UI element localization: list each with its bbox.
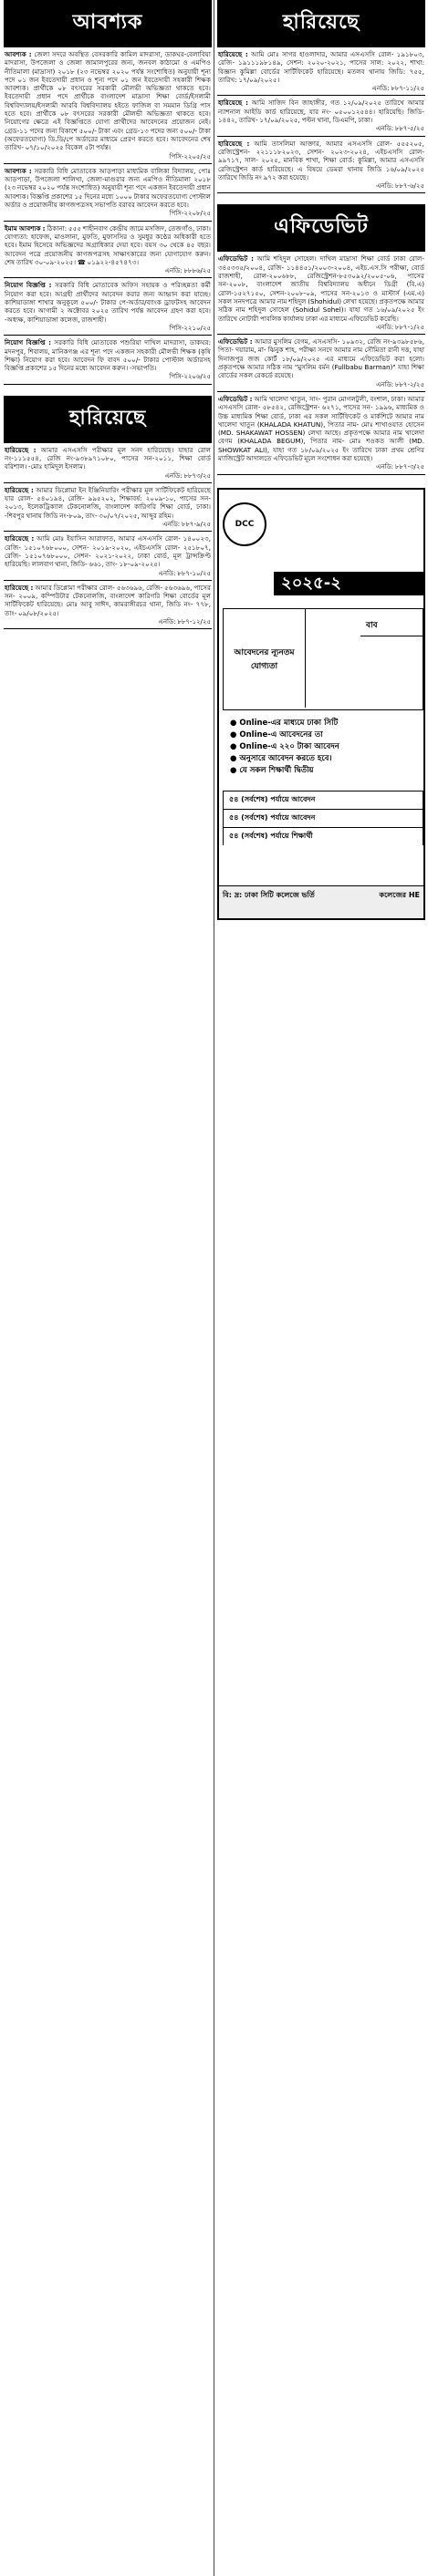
notice-phase-row: ৫৪ (সর্বশেষ) পর্যায়ে আবেদন (223, 809, 423, 827)
classified-ad (217, 96, 425, 136)
ad-text: সরকারি বিধি মোতাবেক পশুরিয়া দাখিল মাদরাসা, ডাকঘর: মদনপুর, শিবালয়, মানিকগঞ্জ এর শূন্য পদে একজন সহকারী মৌলভী শিক্ষক (কৃষি শিক্ষা) নিয়োগ করা হবে। আবেদন ফি বাবদ ৫০০/- টাকার পোস্টাল অর্ডারসহ বিজ্ঞপ্তি প্রকাশের ১৫ দিনের মধ্যে আবেদন করুন। -সভাপতি। (5, 338, 212, 373)
ad-paragraph (5, 338, 211, 372)
ad-heading: হারিয়েছে : (5, 583, 34, 592)
ad-code: এনডি: ৮৮৭-৩/২৫ (376, 463, 424, 471)
notice-bullet: ● Online-এ ২২০ টাকা আবেদন (230, 741, 423, 753)
ad-heading: আবশ্যক : (5, 166, 32, 175)
classified-ad (4, 222, 212, 279)
ad-code: পিসি-২২০৫/২৫ (169, 152, 211, 160)
ad-text: আমি শহিদুল সোহেল। দাখিল মাদ্রাসা শিক্ষা বোর্ড ঢাকা রোল- ৩৪৫৩৩৫/২০০৪, রেজি- ১১৪৪৫১/২০০৩-২০০৪, এইচ.এস.সি পরীক্ষা, বোর্ড রাজশাহী, রোল-২০০৬৮৮, রেজিস্ট্রেশন-৮৫৩০৯২/২০০৫-০৬, পাসের সন-২০০৮, বাংলাদেশ জাতীয় বিশ্ববিদ্যালয় অধীনে ডিগ্রী (বি.এ) রোল-১৫২৭১৫০, সেশন-২০০৮-০৯, পাসের সন-২০১৩ ও মাস্টার্স (এম.এ) সকল সনদপত্রে আমার নাম শহিদুল (Shohidul) লেখা হয়েছে। প্রকৃতপক্ষে আমার সঠিক নাম শহিদুল সোহেল (Sohidul Sohel)। যাহা গত ১৬/০৯/২০২৫ ইং তারিখে নোটারী পাবলিক কার্যালয় ঢাকা এর মাধ্যমে এফিডেভিট করেছি। (218, 254, 424, 323)
ad-text: সরকারি বিধি মোতাবেক আড়পাড়া মাধ্যমিক বালিকা বিদ্যালয়, পোঃ আড়পাড়া, উপজেলা শালিখা, জেলা-মাগুরার জন্য এমপিও নীতিমালা ২০১৮ (২৩ নভেম্বর ২০২০ পর্যন্ত সংশোধিত) অনুযায়ী শূন্য পদে একজন ইবতেদায়ী প্রধান আবশ্যক। বিজ্ঞপ্তি প্রকাশের ১৫ দিনের মধ্যে ১০০০ টাকার অফেরতযোগ্য পোস্টাল অর্ডার ও প্রয়োজনীয় কাগজপত্রসহ সভাপতি বরাবর আবেদন করতে হবে। (5, 166, 211, 210)
ad-text: ঠিকানা: ৫৫৫ শাহীনবাগ কেন্দ্রীয় জামে মসজিদ, তেজগাঁও, ঢাকা। যোগ্যতা: হাফেজ, মাওলানা, মুফতি, মুফাসসির ও সুমধুর কণ্ঠের অধিকারী হতে হবে। ইমাম হিসেবে অভিজ্ঞদের অগ্রাধিকার দেয়া হবে। বয়স ৩০ থেকে ৪৫ বছর। আবেদন পত্রে প্রয়োজনীয় কাগজপত্রসহ সাক্ষাৎকারের জন্য যোগাযোগ করুন। শেষ তারিখ ৩০-০৯-২০২৫। ☎ ০১৯২২-৪৫৭৪৭৩। (5, 223, 211, 266)
classified-ad (217, 47, 425, 96)
classified-ad (4, 164, 212, 222)
ad-heading: হারিয়েছে : (218, 50, 248, 58)
ad-paragraph (218, 337, 424, 379)
ad-code: এনডি: ৮৮৭-৫/২৫ (376, 125, 424, 133)
classified-ad (217, 252, 425, 335)
ad-code: পিসি-২২১০/২৫ (169, 324, 211, 332)
lost-ads (217, 47, 425, 193)
eligibility-header: আবেদনের ন্যূনতম যোগ্যতা (224, 609, 306, 708)
ad-heading: হারিয়েছে : (218, 139, 250, 148)
ad-text: আমার ডিপ্লোমা ইন ইঞ্জিনিয়ারিং পরীক্ষার মূল সার্টিফিকেট হারিয়েছে যার রোল- ৫৪০১৯৪, রেজি- ৯৯৫২০২, শিক্ষাবর্ষ: ২০০৯-১০, পাসের সন- ২০১৩, ইলেকট্রিক্যাল টেকনোলজি, বাংলাদেশ কারিগরি শিক্ষা বোর্ড, ঢাকা। -শিবপুর থানায় জিডি নং-৮০৯, তাং- ৩০/০৭/২০২৫, আব্দুর রহিম। (5, 485, 211, 520)
ad-paragraph (5, 584, 211, 617)
college-admission-notice (217, 488, 425, 920)
notice-phase-row: ৫৪ (সর্বশেষ) পর্যায়ে আবেদন (223, 791, 423, 809)
classified-ad (4, 581, 212, 629)
classified-ad (4, 532, 212, 580)
ad-paragraph (5, 224, 211, 266)
ad-text: আমি মোঃ সাগর হাওলাদার, আমার এসএসসি রোল- ১৯১৮০৩, রেজি- ১৯১১১৯৮১৪৯, সেশন: ২০২০-২০২১, পাসের সাল: ২০২২, শাখা: বিজ্ঞান কুমিল্লা বোর্ডের সার্টিফিকেট হারিয়েছে। মতলব থানায় জিডি: ৭৫৫, তারিখ: ১৭/০৯/২০২৫। (218, 50, 424, 84)
ad-text: আমি তাসলিমা আক্তার, আমার এসএসসি রোল- ৫৫৫২০৫, রেজিস্ট্রেশন- ২২১১১৮২০২৩, সেশন- ২০২৩-২০২৪, এইচএসসি রোল- ৯৯৭১৭, সাল- ২০২৫, মানবিক শাখা, শিক্ষা বোর্ড: কুমিল্লা, আমার এসএসসি রেজিস্ট্রেশন কার্ড হারিয়েছে। এ বিষয়ে ডেমরা থানায় জিডি ১৬/০৯/২০২৫ তারিখে জিডি নং ৯৭২ করা হয়েছে। (218, 139, 424, 181)
section-banner-lost: হারিয়েছে (4, 396, 212, 443)
ad-text: আমার মুসলিম বেগম, এসএসসি- ১০৯৩২, রেজি নং-৯৩৯৮৫৮৬, পিতা- দয়ারাম, মা- ঝিনুক শাহ, পরীক্ষা সনদে আমার নাম সৌমিতা রানী দত্ত, যাহা দিনাজপুর জজ কোর্ট ১৮/০৯/২০২৫ এর মাধ্যমে এফিডেভিট করা হলো। প্রকৃতপক্ষে আমার সঠিক নাম "মুসলিম বর্মন (Fullbabu Barman)" যাহা শিক্ষা বোর্ডের সকল রেকর্ডে রয়েছে। (218, 337, 424, 380)
eligibility-table (223, 608, 423, 710)
section-banner-lost: হারিয়েছে (217, 0, 425, 47)
ad-heading: নিয়োগ বিজ্ঞপ্তি : (5, 281, 52, 290)
ad-code: এনডি: ৮৮৭-১/২৫ (376, 323, 424, 331)
section-banner-affidavit: এফিডেভিট (217, 204, 425, 252)
notice-bullet: ● যে সকল শিক্ষার্থী দ্বিতীয় (230, 765, 423, 777)
ad-text: আমি মোঃ ইয়াসিন আরাফাত, আমার এসএসসি রোল- ১৪০০২৩, রেজি- ১৫১০৭৬৮০০০, সেশন- ২০১৯-২০২০, এইচএসসি রোল- ২৫১৮০৭, রেজি- ১৫১০৭৬৮০০০, সেশন- ২০২১-২০২২, ঢাকা বোর্ড, মূল ট্রান্সক্রিপ্ট হারিয়েছি। লালবাগ থানা, জিডি- ৬৬১, তাং- ১৮-০৯-২০২৫। (5, 534, 211, 569)
ad-code: পিসি-২২০৬/২৫ (169, 373, 211, 381)
ad-paragraph (218, 50, 424, 84)
notice-bullet: ● অনুসারে আবেদন করতে হবে। (230, 753, 423, 765)
ad-heading: হারিয়েছে : (5, 534, 35, 543)
ad-heading: এফিডেভিট : (218, 254, 254, 264)
ad-code: এনডি: ৮৮৭-১২/২৫ (158, 618, 211, 626)
notice-phase-rows (223, 791, 423, 845)
ad-paragraph (218, 98, 424, 124)
ad-paragraph (5, 446, 211, 471)
ad-heading: নিয়োগ বিজ্ঞপ্তি : (5, 338, 52, 347)
ad-heading: আবশ্যক : (5, 50, 32, 58)
notice-footer (219, 885, 423, 918)
left-column (4, 0, 212, 629)
affidavit-ads (217, 252, 425, 474)
ad-text: সরকারি বিধি মোতাবেক অফিস সহায়ক ও পরিচ্ছন্নতা কর্মী নিয়োগ করা হবে। আগ্রহী প্রার্থীদের আবেদন করার জন্য আহ্বান করা যাচ্ছে। কাশিয়াডাঙ্গা শাখার অনুকূলে ৫০০/- টাকার পে-অর্ডার/ব্যাংক ড্রাফটসহ আবেদন করতে হবে। আগামী ২ অক্টোবর ২০২৫ তারিখ পর্যন্ত আবেদন গ্রহণ করা হবে। -অধ্যক্ষ, কাশিয়াডাঙ্গা কলেজ, রাজশাহী। (5, 281, 211, 324)
ad-paragraph (218, 140, 424, 181)
eligibility-header-2: বাব (360, 609, 423, 636)
ad-heading: এফিডেভিট : (218, 394, 253, 403)
classified-ad (217, 335, 425, 392)
ad-paragraph (5, 50, 211, 152)
notice-bullet-list (230, 718, 423, 777)
ad-heading: ইমাম আবশ্যক : (5, 223, 46, 233)
ad-paragraph (218, 254, 424, 322)
ad-paragraph (218, 395, 424, 462)
notice-year-bar: ২০২৫-২ (274, 572, 423, 595)
ad-heading: এফিডেভিট : (218, 337, 253, 347)
ad-heading: হারিয়েছে : (5, 485, 34, 494)
classified-ad (4, 483, 212, 532)
ad-code: এনডি: ৮৮৭-৬/২৫ (376, 182, 424, 191)
ad-paragraph (5, 281, 211, 323)
wanted-ads (4, 47, 212, 385)
classified-ad (217, 137, 425, 194)
ad-text: আমার এসএসসি পরীক্ষার মূল সনদ হারিয়েছে। যাহার রোল নং-১১১৫৫৪, রেজি নং-৯৩৮৯৭১০৮০, পাসের সন-২০১১, শিক্ষা বোর্ড বরিশাল। -মোঃ হামিদুল ইসলাম। (5, 445, 211, 471)
ad-code: এনডি: ৮৮৭-১০/২৫ (158, 569, 211, 577)
classified-ad (4, 443, 212, 483)
ad-code: এনডি: ৮৮৭৩/২৫ (164, 471, 211, 480)
ad-text: আমি খালেদা খাতুন, সাং- পুরান মোগলটুলী, বংশাল, ঢাকা। আমার এসএসসি রোল- ৫৮৫৪২, রেজিস্ট্রেশন- ৬২৭১, পাসের সন- ১৯৯৬, মাধ্যমিক ও উচ্চ মাধ্যমিক শিক্ষা বোর্ড, ঢাকা এর সকল সার্টিফিকেট ও মার্কশিটে আমার নাম খালেদা খাতুন (KHALADA KHATUN), পিতার নাম- মোঃ শাখাওয়াত হোসেন (MD. SHAKAWAT HOSSEN) লেখা আছে। প্রকৃতপক্ষে আমার নাম খালেদা বেগম (KHALADA BEGUM), পিতার নাম- মোঃ শওকত আলী (MD. SHOWKAT ALI), যাহা গত ১৮/০৯/২০২৫ ইং তারিখে ঢাকা প্রথম শ্রেণির ম্যাজিস্ট্রেট আদালতে এফিডেভিট মূলে সংশোধন করা হয়েছে। (218, 394, 424, 462)
classified-ad (217, 392, 425, 475)
lost-ads (4, 443, 212, 630)
notice-footer-right: কলেজের HE (379, 890, 420, 899)
ad-code: এনডি: ৮৮৭-২/২৫ (376, 380, 424, 388)
right-column (217, 0, 425, 920)
ad-text: আমার ডিপ্লোমা পরীক্ষার রোল- ৫৬৩৬৯৬, রেজি- ৫৬৩৬৯৬, পাসের সন- ২০০৯, কম্পিউটার টেকনোলজি, বাংলাদেশ কারিগরি শিক্ষা বোর্ডের মূল সার্টিফিকেট হারিয়েছে। মোঃ আবু সাঈদ, কামরাঙ্গীরচর থানা, জিডি নং- ৭৭৮, তাং- ০৯/০৮/২০২৫। (5, 583, 211, 617)
classified-ad (4, 336, 212, 384)
ad-code: এনডি: ৮৮৮৬/২৫ (164, 267, 211, 275)
ad-paragraph (5, 167, 211, 209)
ad-paragraph (5, 534, 211, 568)
ad-paragraph (5, 486, 211, 520)
notice-footer-text: বি: দ্র: ঢাকা সিটি কলেজে ভর্তি (223, 890, 315, 899)
ad-text: আমি সাজিদ বিন জাহাঙ্গীর, গত ১২/০৯/২০২৫ তারিখে আমার ন্যাশনাল আইডি কার্ড হারিয়েছে, যার নং- ০৫০০১২৫৪৪। হারিয়েছি। জিডি- ১৪৪২, তারিখ- ১৭/০৯/২০২৫, পল্টন থানা, ডিএমপি, ঢাকা। (218, 98, 424, 125)
ad-text: জেলা সদরে অবস্থিত বেসরকারি কামিল মাদরাসা, ডাকঘর-বেলাবিয়া মাদরাসা, উপজেলা ও জেলা জামালপুরের জন্য, জনবল কাঠামো ও এমপিও নীতিমালা (মাদ্রাসা) ২০১৮ (২৩ নভেম্বর ২০২০ পর্যন্ত সংশোধিত) অনুযায়ী শূন্য পদে ০১ জন ইবতেদায়ী প্রধান ও শূন্য পদে ০১ জন ইবতেদায়ী সহকারী শিক্ষক আবশ্যক। প্রার্থীকে ০৮ বৎসরের সরকারী মৌলভী অভিজ্ঞতা থাকতে হবে। ইবতেদায়ী প্রধান পদে প্রার্থীকে বাংলাদেশ মাদ্রাসা শিক্ষা বোর্ড/ইসলামী বিশ্ববিদ্যালয়/ইসলামী আরবি বিশ্ববিদ্যালয় হইতে ফাজিল বা সমমান ডিগ্রি পাস হতে হবে। প্রার্থীকে ০৮ বৎসরের সরকারী মৌলভী অভিজ্ঞতা থাকতে হবে। নিয়োগের ক্ষেত্রে এই বিজ্ঞপ্তিতে যোগ্য প্রার্থীদের আবেদনের প্রয়োজন নেই। গ্রেড-১১ পদের জন্য বিকাশে ৫০০/- টাকা এবং গ্রেড-১৩ পদের জন্য ৫০০/- টাকা (অফেরতযোগ্য) ডি.ডি/পে অর্ডারের মাধ্যমে প্রেরণ করতে হবে। আবেদনের শেষ তারিখ- ০৭/১০/২০২৫ বিকেল ৫টা পর্যন্ত। (5, 50, 211, 152)
classified-ad (4, 47, 212, 164)
classified-ad (4, 278, 212, 336)
college-logo-icon: DCC (223, 502, 266, 546)
ad-heading: হারিয়েছে : (218, 98, 249, 108)
ad-heading: হারিয়েছে : (5, 445, 37, 454)
notice-bullet: ● Online-এর মাধ্যমে ঢাকা সিটি (230, 718, 423, 729)
section-banner-wanted: আবশ্যক (4, 0, 212, 47)
ad-code: এনডি: ৮৮৭-৯/২৫ (162, 521, 211, 529)
notice-phase-row: ৫৪ (সর্বশেষ) পর্যায়ে শিক্ষার্থী (223, 827, 423, 845)
ad-code: পিসি-২২০৮/২৫ (169, 210, 211, 218)
ad-code: এনডি: ৮৮৭-১১/২৫ (371, 85, 424, 93)
notice-bullet: ● Online-এ আবেদনের তা (230, 729, 423, 741)
